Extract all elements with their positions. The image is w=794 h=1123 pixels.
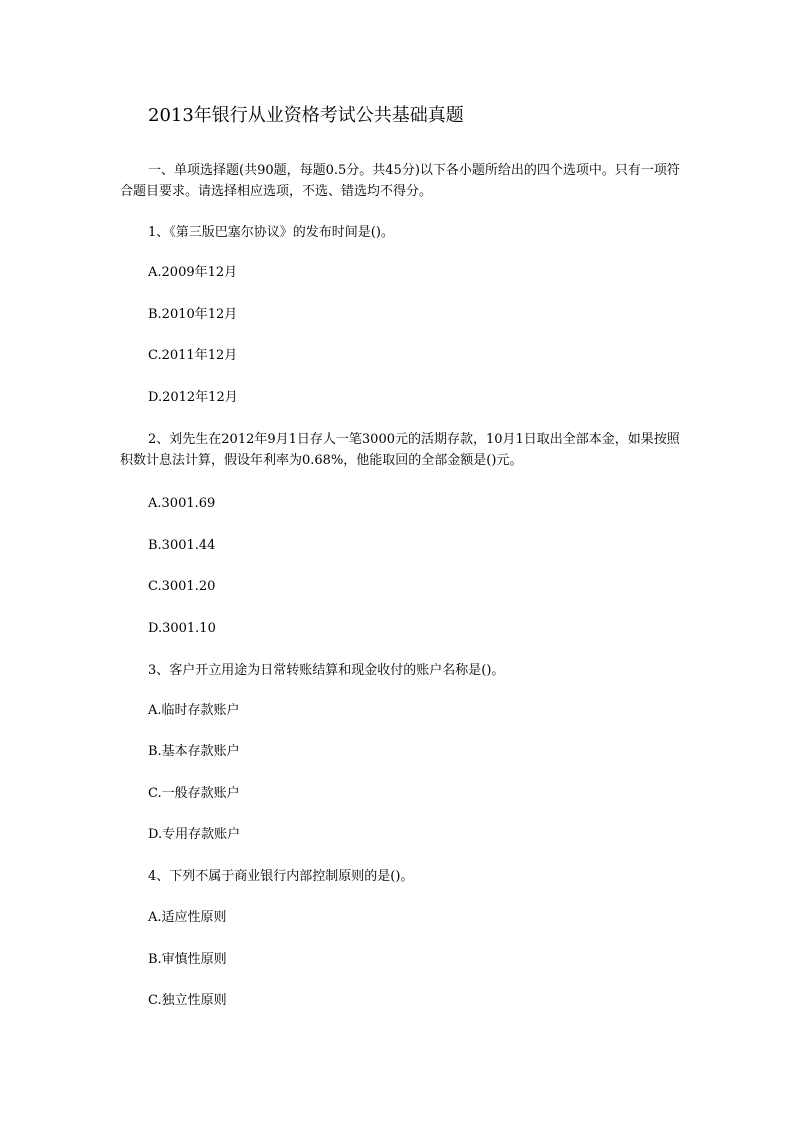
question-1-stem: 1、《第三版巴塞尔协议》的发布时间是()。: [148, 225, 394, 240]
question-4-option-c: C.独立性原则: [148, 993, 227, 1008]
question-4-option-a: A.适应性原则: [148, 910, 227, 925]
question-2-option-b: B.3001.44: [148, 538, 216, 553]
question-4-option-b: B.审慎性原则: [148, 952, 227, 967]
question-1-option-b: B.2010年12月: [148, 307, 238, 322]
question-3-option-d: D.专用存款账户: [148, 827, 241, 842]
question-1-option-a: A.2009年12月: [148, 265, 238, 280]
question-2-option-c: C.3001.20: [148, 579, 216, 594]
question-2-stem: 2、刘先生在2012年9月1日存人一笔3000元的活期存款，10月1日取出全部本金，如果按照积数计息法计算，假设年利率为0.68%，他能取回的全部金额是()元。: [120, 432, 680, 468]
question-3-option-a: A.临时存款账户: [148, 703, 240, 718]
document-title: 2013年银行从业资格考试公共基础真题: [148, 105, 464, 126]
question-4-stem: 4、下列不属于商业银行内部控制原则的是()。: [148, 869, 414, 884]
question-3-option-c: C.一般存款账户: [148, 786, 240, 801]
question-2-option-a: A.3001.69: [148, 496, 216, 511]
question-3-option-b: B.基本存款账户: [148, 744, 240, 759]
question-1-option-d: D.2012年12月: [148, 390, 238, 405]
section-intro: 一、单项选择题(共90题，每题0.5分。共45分)以下各小题所给出的四个选项中。只有一项符合题目要求。请选择相应选项，不选、错选均不得分。: [120, 163, 680, 199]
question-1-option-c: C.2011年12月: [148, 348, 238, 363]
question-2-option-d: D.3001.10: [148, 621, 216, 636]
question-3-stem: 3、客户开立用途为日常转账结算和现金收付的账户名称是()。: [148, 663, 505, 678]
